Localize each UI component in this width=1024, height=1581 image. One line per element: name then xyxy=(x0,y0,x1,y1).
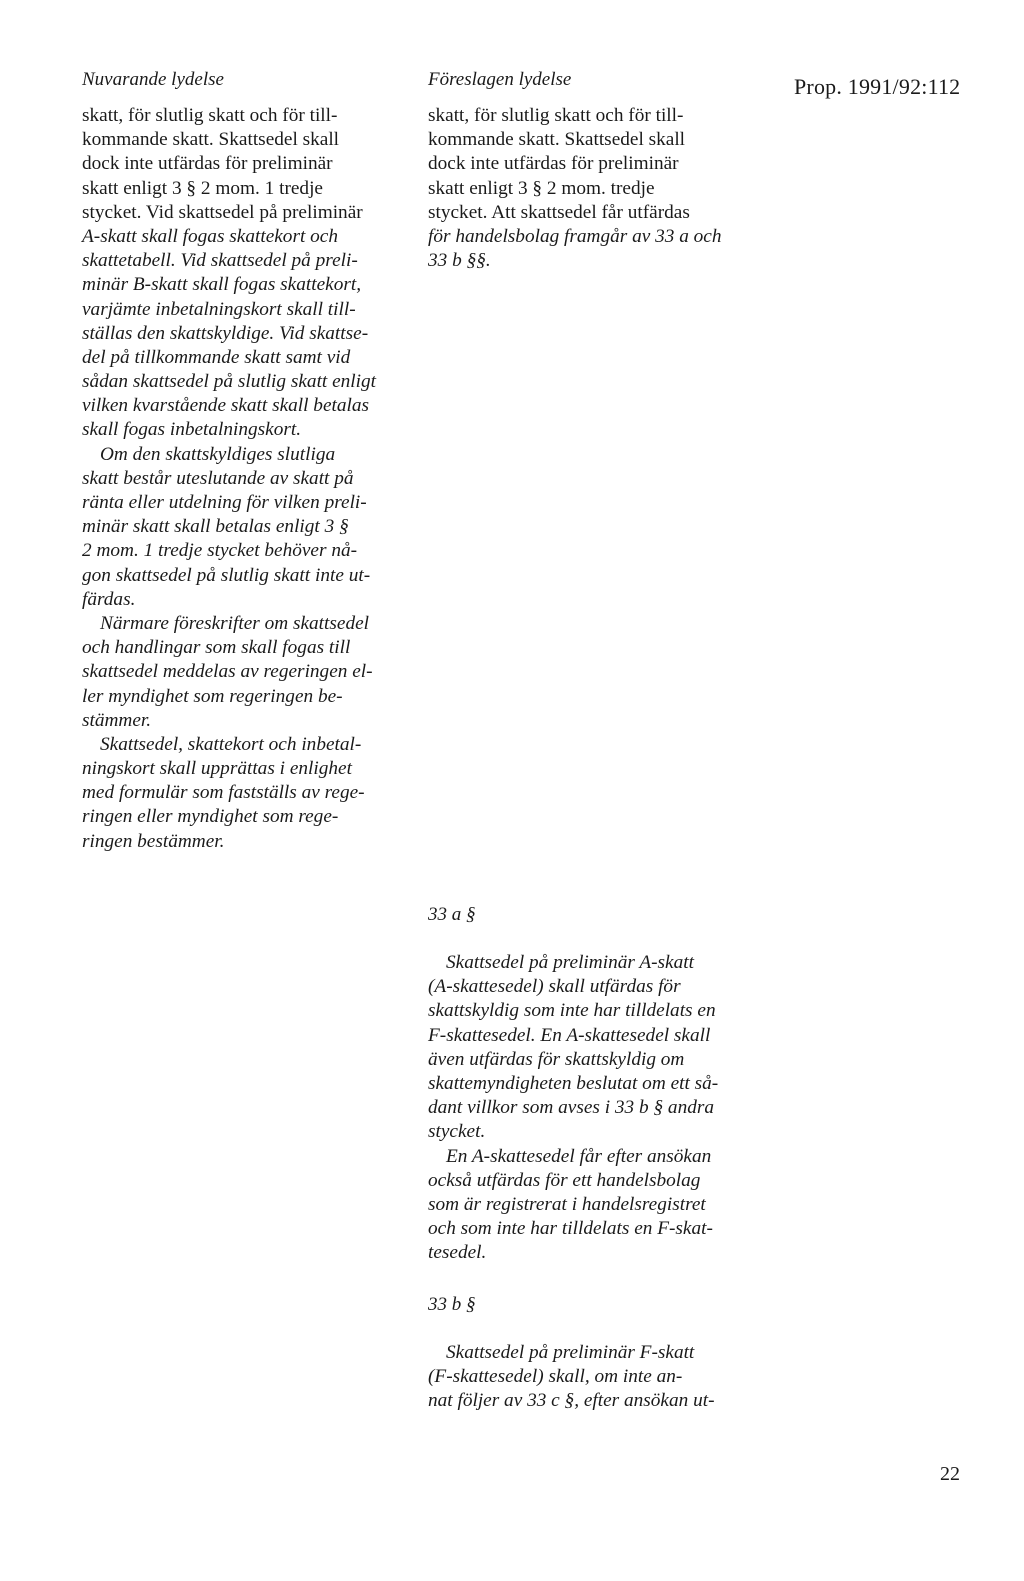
text-line: stycket. Att skattsedel får utfärdas xyxy=(428,201,690,223)
text-line: dock inte utfärdas för preliminär xyxy=(82,153,333,175)
text-line: färdas. xyxy=(82,588,136,610)
text-line: ler myndighet som regeringen be- xyxy=(82,685,343,707)
text-line: En A-skattesedel får efter ansökan xyxy=(446,1145,712,1167)
text-line: Skattsedel, skattekort och inbetal- xyxy=(100,733,362,755)
text-line: ränta eller utdelning för vilken preli- xyxy=(82,492,367,513)
section-33a-heading: 33 a § xyxy=(428,904,476,925)
text-line: tesedel. xyxy=(428,1242,487,1264)
section-33b-heading: 33 b § xyxy=(428,1294,476,1315)
text-line: A-skatt skall fogas skattekort och xyxy=(82,225,338,247)
text-line: Skattsedel på preliminär F-skatt xyxy=(446,1342,695,1363)
proposed-wording-column xyxy=(428,104,758,273)
section-33a-text xyxy=(428,951,758,1265)
text-line: skatt, för slutlig skatt och för till- xyxy=(82,105,338,126)
text-line: nat följer av 33 c §, efter ansökan ut- xyxy=(428,1390,715,1412)
text-line: skatt består uteslutande av skatt på xyxy=(82,467,354,489)
page-number: 22 xyxy=(940,1463,960,1485)
proposed-wording-heading: Föreslagen lydelse xyxy=(428,69,572,90)
text-line: skattsedel meddelas av regeringen el- xyxy=(82,661,373,683)
text-line: ringen eller myndighet som rege- xyxy=(82,806,339,828)
text-line: vilken kvarstående skatt skall betalas xyxy=(82,395,369,417)
text-line: skattemyndigheten beslutat om ett så- xyxy=(428,1072,719,1094)
text-line: 2 mom. 1 tredje stycket behöver nå- xyxy=(82,540,358,562)
text-line: ställas den skattskyldige. Vid skattse- xyxy=(82,322,369,344)
text-line: 33 b §§. xyxy=(428,250,491,272)
text-line: skatt enligt 3 § 2 mom. 1 tredje xyxy=(82,177,323,199)
text-line: gon skattsedel på slutlig skatt inte ut- xyxy=(82,564,371,586)
text-line: skatt, för slutlig skatt och för till- xyxy=(428,105,684,126)
text-line: dant villkor som avses i 33 b § andra xyxy=(428,1097,714,1119)
text-line: dock inte utfärdas för preliminär xyxy=(428,153,679,175)
text-line: F-skattesedel. En A-skattesedel skall xyxy=(428,1024,711,1046)
text-line: skatt enligt 3 § 2 mom. tredje xyxy=(428,177,655,199)
text-line: för handelsbolag framgår av 33 a och xyxy=(428,225,722,247)
proposition-reference: Prop. 1991/92:112 xyxy=(794,74,961,99)
text-line: skattetabell. Vid skattsedel på preli- xyxy=(82,250,358,272)
current-wording-heading: Nuvarande lydelse xyxy=(82,69,224,90)
text-line: (A-skattesedel) skall utfärdas för xyxy=(428,976,681,998)
text-line: sådan skattsedel på slutlig skatt enligt xyxy=(82,371,377,393)
text-line: skattskyldig som inte har tilldelats en xyxy=(428,1000,716,1022)
text-line: också utfärdas för ett handelsbolag xyxy=(428,1169,701,1191)
text-line: minär skatt skall betalas enligt 3 § xyxy=(82,516,349,538)
text-line: stycket. xyxy=(428,1121,486,1143)
text-line: varjämte inbetalningskort skall till- xyxy=(82,298,356,320)
text-line: kommande skatt. Skattsedel skall xyxy=(82,129,340,151)
text-line: och som inte har tilldelats en F-skat- xyxy=(428,1218,713,1240)
current-wording-column xyxy=(82,104,404,854)
text-line: med formulär som fastställs av rege- xyxy=(82,782,365,804)
text-line: stycket. Vid skattsedel på preliminär xyxy=(82,201,363,223)
text-line: kommande skatt. Skattsedel skall xyxy=(428,129,686,151)
text-line: och handlingar som skall fogas till xyxy=(82,637,351,659)
section-33b-text xyxy=(428,1341,758,1414)
text-line: ringen bestämmer. xyxy=(82,830,225,852)
text-line: Om den skattskyldiges slutliga xyxy=(100,443,336,465)
text-line: Närmare föreskrifter om skattsedel xyxy=(100,612,370,634)
text-line: stämmer. xyxy=(82,709,152,731)
text-line: ningskort skall upprättas i enlighet xyxy=(82,758,352,780)
text-line: Skattsedel på preliminär A-skatt xyxy=(446,952,694,973)
text-line: del på tillkommande skatt samt vid xyxy=(82,346,351,368)
text-line: skall fogas inbetalningskort. xyxy=(82,419,302,441)
text-line: som är registrerat i handelsregistret xyxy=(428,1193,706,1215)
text-line: minär B-skatt skall fogas skattekort, xyxy=(82,274,362,296)
text-line: även utfärdas för skattskyldig om xyxy=(428,1048,685,1070)
text-line: (F-skattesedel) skall, om inte an- xyxy=(428,1366,683,1388)
